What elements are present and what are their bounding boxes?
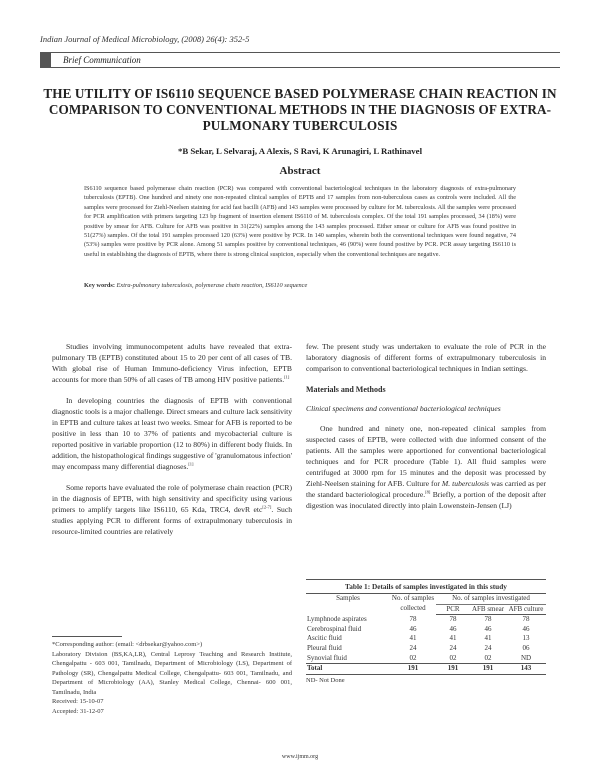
header-investigated: No. of samples investigated: [436, 594, 546, 604]
cell-collected: 24: [409, 643, 417, 652]
subsection-heading: Clinical specimens and conventional bacteriological techniques: [306, 404, 501, 413]
paragraph-text: Studies involving immunocompetent adults have revealed that extra-pulmonary TB (EPTB) constituted about 15 to 20 per cent of all cases of TB. With global rise of Human Immuno-deficiency Virus infection, EPTB accounts for more than 50% of all cases of TB among HIV positive patients.: [52, 342, 292, 384]
table-row: [306, 615, 546, 625]
paragraph-text: In developing countries the diagnosis of EPTB with conventional diagnostic tools is a major challenge. Direct smears and culture lack sensitivity in EPTB and culture takes at least two weeks. Smear for AFB is reported to be positive in less than 10 to 37% of patients and mycobacterial culture is reported positive in variable proportion (12 to 80%) in different body fluids. In addition, the histopathological findings suggestive of 'granulomatous infection' may encompass many differential diagnoses.: [52, 396, 292, 471]
author-list: *B Sekar, L Selvaraj, A Alexis, S Ravi, K Arunagiri, L Rathinavel: [177, 146, 423, 156]
paragraph-text: . Such studies applying PCR to different forms of extrapulmonary tuberculosis in resource-limited countries are relatively: [52, 505, 293, 536]
cell-sample: Ascitic fluid: [307, 634, 342, 643]
organism-name: M. tuberculosis: [441, 479, 490, 488]
table-1: [306, 579, 546, 684]
paragraph: [52, 482, 292, 537]
cell-collected: 02: [409, 653, 417, 662]
divider: [52, 636, 122, 637]
cell-smear: 46: [484, 624, 492, 633]
paragraph-text: was carried as per the standard bacteriological procedure.: [306, 479, 546, 499]
header-collected: No. of samples collected: [391, 594, 435, 612]
table-row: [306, 644, 546, 654]
paragraph: [52, 341, 292, 385]
table-caption: Table 1: Details of samples investigated in this study: [306, 579, 546, 594]
cell-collected: 46: [409, 624, 417, 633]
cell-culture: ND: [520, 653, 532, 662]
keywords-text: Extra-pulmonary tuberculosis, polymerase chain reaction, IS6110 sequence: [116, 282, 308, 289]
table-footnote: ND- Not Done: [306, 676, 345, 684]
abstract-heading: Abstract: [279, 165, 321, 177]
page-footer-url[interactable]: www.ijmm.org: [281, 754, 319, 760]
cell-sample: Lymphnode aspirates: [307, 614, 367, 623]
citation-ref[interactable]: [1]: [284, 374, 290, 380]
corresponding-email: *Corresponding author: (email: <drbsekar@yahoo.com>): [52, 641, 203, 648]
accepted-date: Accepted: 31-12-07: [52, 707, 104, 715]
paragraph-text: One hundred and ninety one, non-repeated clinical samples from suspected cases of EPTB, were collected with due informed consent of the patients. All the samples were apportioned for conventional bacteriological techniques and for PCR procedure (Table 1). All fluid samples were centrifuged at 3000 rpm for 15 minutes and the deposit was processed by Ziehl-Neelsen staining for AFB. Culture for: [306, 424, 546, 488]
table-row: [306, 654, 546, 664]
cell-culture: 46: [522, 624, 530, 633]
table-header-row: [306, 594, 546, 604]
cell-culture: 143: [506, 664, 546, 675]
paragraph: [52, 395, 292, 472]
header-afb-culture: AFB culture: [506, 604, 546, 615]
paragraph: [306, 423, 546, 511]
affiliations: Laboratory Division (BS,KA,LR), Central Leprosy Teaching and Research Institute, Chengalpattu - 603 001, Tamilnadu, Department of Microbiology (LS), Department of Pathology (SR), Chengalpattu Medical College, Chengalpattu- 603 001, Tamilnadu, and Department of Microbiology (AA), Stanley Medical College, Chennai- 600 001, Tamilnadu, India: [52, 650, 292, 696]
correspondence-block: [52, 636, 292, 716]
cell-sample: Pleural fluid: [307, 643, 342, 652]
section-label: Brief Communication: [40, 52, 560, 68]
journal-citation: Indian Journal of Medical Microbiology, (2008) 26(4): 352-5: [40, 34, 250, 44]
cell-pcr: 02: [449, 653, 457, 662]
cell-smear: 24: [484, 643, 492, 652]
table-total-row: [306, 664, 546, 675]
header-afb-smear: AFB smear: [470, 604, 506, 615]
article-title: THE UTILITY OF IS6110 SEQUENCE BASED POLYMERASE CHAIN REACTION IN COMPARISON TO CONVENTIONAL METHODS IN THE DIAGNOSIS OF EXTRA-PULMONARY TUBERCULOSIS: [43, 86, 557, 133]
cell-pcr: 41: [449, 634, 457, 643]
samples-table: [306, 594, 546, 675]
citation-ref[interactable]: [8]: [425, 489, 431, 495]
cell-pcr: 46: [449, 624, 457, 633]
cell-smear: 02: [484, 653, 492, 662]
cell-pcr: 191: [436, 664, 470, 675]
cell-smear: 78: [484, 615, 492, 624]
cell-sample: Synovial fluid: [307, 653, 347, 662]
cell-pcr: 78: [449, 615, 457, 624]
cell-smear: 41: [484, 634, 492, 643]
received-date: Received: 15-10-07: [52, 698, 104, 705]
section-heading: Materials and Methods: [306, 385, 386, 394]
table-row: [306, 634, 546, 644]
cell-collected: 78: [409, 614, 417, 623]
cell-pcr: 24: [449, 643, 457, 652]
cell-smear: 191: [470, 664, 506, 675]
cell-collected: 191: [390, 664, 436, 675]
header-samples: Samples: [336, 594, 360, 602]
cell-collected: 41: [409, 634, 417, 643]
cell-culture: 06: [522, 643, 530, 652]
citation-ref[interactable]: [2-7]: [262, 504, 272, 510]
citation-ref[interactable]: [1]: [188, 461, 194, 467]
cell-sample: Total: [306, 664, 390, 675]
cell-culture: 13: [522, 634, 530, 643]
paragraph: few. The present study was undertaken to evaluate the role of PCR in the laboratory diagnosis of different forms of extrapulmonary tuberculosis in comparison to conventional bacteriological techniques in Indian settings.: [306, 342, 546, 373]
abstract-text: IS6110 sequence based polymerase chain reaction (PCR) was compared with conventional bacteriological techniques in the laboratory diagnosis of extra-pulmonary tuberculosis (EPTB). One hundred and ninety one non-repeated clinical samples of EPTB and 17 samples from non-tuberculous cases as controls were included. All the samples were processed for Ziehl-Neelsen staining for acid fast bacilli (AFB) and 143 samples were processed by culture for M. tuberculosis. All the samples were processed for PCR amplification with primers targeting 123 bp fragment of insertion element IS6110 of M. tuberculosis complex. Of the total 191 samples processed, 34 (18%) were positive by smear for AFB. Culture for AFB was positive in 31(22%) samples among the 143 samples processed. Either smear or culture for AFB was found positive in 51(27%) samples. Of the total 191 samples processed 120 (63%) were positive by PCR. In 140 samples, wherein both the conventional techniques were found negative, 74 (53%) samples were positive by PCR alone. Among 51 samples positive by conventional techniques, 46 (90%) were found positive by PCR. PCR assay targeting IS6110 is useful in establishing the diagnosis of EPTB, where there is strong clinical suspicion, especially when the conventional techniques are negative.: [84, 185, 516, 258]
table-row: [306, 625, 546, 635]
paragraph-text: Briefly, a portion of the deposit after digestion was inoculated directly into plain Lowenstein-Jensen (LJ): [306, 490, 546, 510]
cell-culture: 78: [522, 615, 530, 624]
header-pcr: PCR: [436, 604, 470, 615]
cell-sample: Cerebrospinal fluid: [307, 624, 362, 633]
keywords-label: Key words:: [84, 282, 115, 289]
right-column: [306, 341, 546, 521]
left-column: [52, 341, 292, 547]
keywords: [84, 282, 516, 289]
paragraph-text: Some reports have evaluated the role of polymerase chain reaction (PCR) in the diagnosis of EPTB, with high sensitivity and specificity using various primers to amplify targets like IS6110, 65 Kda, TRC4, devR etc: [52, 483, 292, 514]
